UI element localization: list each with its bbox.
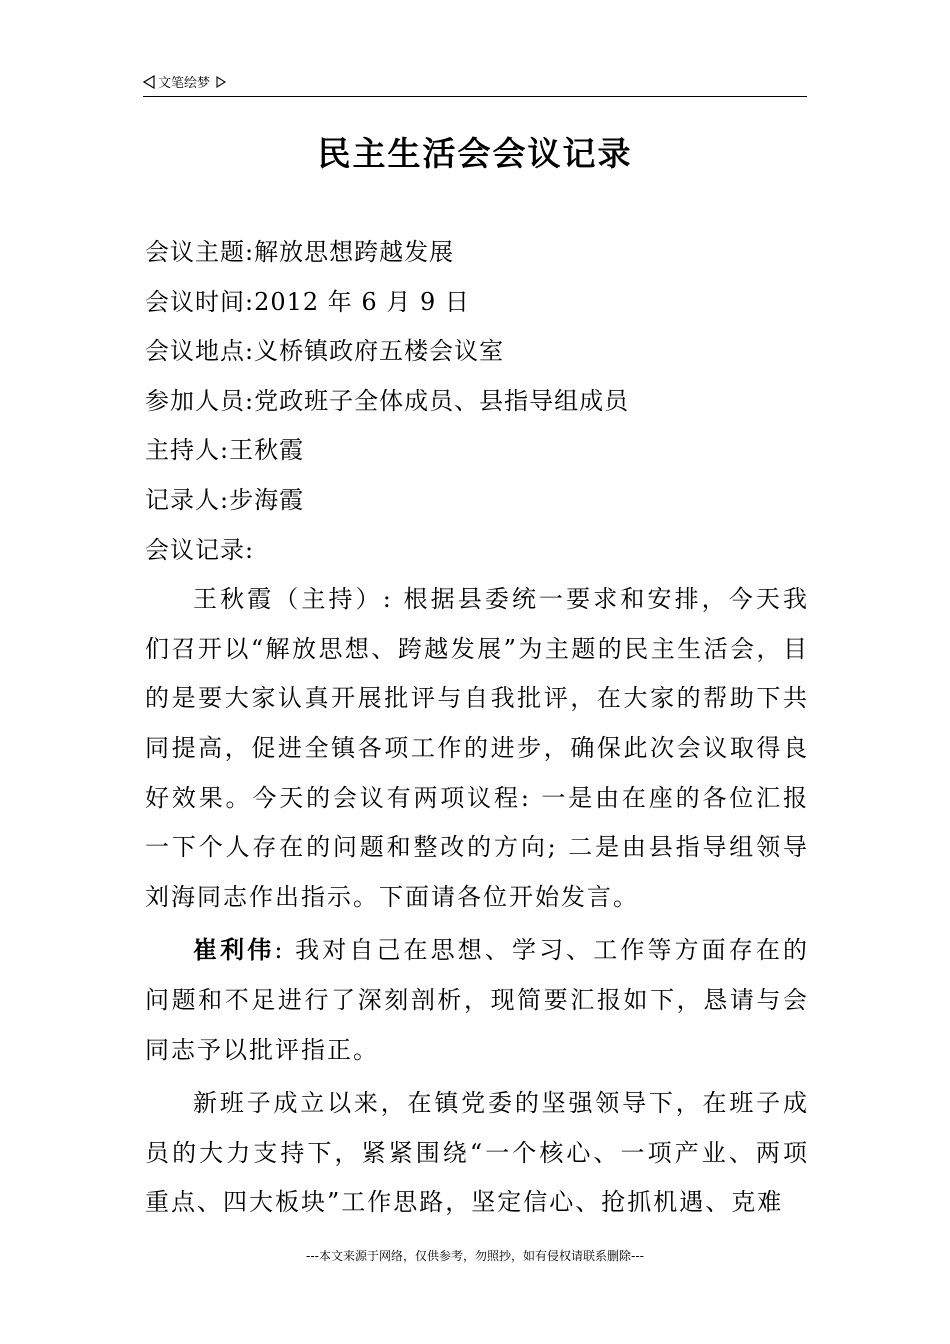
meta-label: 记录人:: [145, 485, 230, 514]
meta-attendees: [145, 377, 809, 427]
meta-label: 主持人:: [145, 436, 230, 465]
right-triangle-icon: [216, 76, 226, 88]
paragraph-speaker-cui: [145, 926, 809, 1075]
paragraph-new-team: [145, 1079, 809, 1228]
paragraph-host-opening: [145, 575, 809, 922]
meta-value: 党政班子全体成员、县指导组成员: [254, 386, 630, 415]
page-header: [143, 72, 807, 97]
meta-minutes: [145, 526, 809, 576]
page-title: 民主生活会会议记录: [317, 134, 633, 173]
meta-value: 解放思想跨越发展: [254, 238, 455, 266]
left-triangle-icon: [143, 75, 155, 89]
meta-value: 2012 年 6 月 9 日: [254, 287, 470, 316]
meta-label: 会议时间:: [145, 287, 255, 316]
meta-location: [145, 327, 809, 377]
meta-label: 参加人员:: [145, 386, 255, 415]
header-brand: 文笔绘梦: [158, 76, 211, 91]
meta-topic: [145, 228, 809, 278]
meta-value: 王秋霞: [229, 436, 305, 465]
meta-recorder: [145, 476, 809, 526]
meta-label: 会议主题:: [145, 238, 255, 266]
paragraph-text: 王秋霞（主持）: 根据县委统一要求和安排，今天我们召开以“解放思想、跨越发展”为主题的民主生活会，目的是要大家认真开展批评与自我批评，在大家的帮助下共同提高，促进全镇各项工作的进步，确保此次会议取得良好效果。今天的会议有两项议程: 一是由在座的各位汇报一下个人存在的问题和整改的方向; 二是由县指导组领导刘海同志作出指示。下面请各位开始发言。: [145, 585, 809, 911]
meta-value: 义桥镇政府五楼会议室: [254, 337, 505, 366]
document-body: [145, 228, 809, 1228]
meta-label: 会议记录:: [145, 535, 255, 564]
meta-host: [145, 426, 809, 476]
paragraph-text: : 我对自己在思想、学习、工作等方面存在的问题和不足进行了深刻剖析，现简要汇报如下，恳请与会同志予以批评指正。: [145, 936, 809, 1064]
meta-label: 会议地点:: [145, 337, 255, 366]
meta-time: [145, 278, 809, 328]
page-footer: ---本文来源于网络，仅供参考，勿照抄，如有侵权请联系删除---: [306, 1249, 644, 1263]
paragraph-text: 新班子成立以来，在镇党委的坚强领导下，在班子成员的大力支持下，紧紧围绕“一个核心、一项产业、两项重点、四大板块”工作思路，坚定信心、抢抓机遇、克难: [145, 1089, 809, 1217]
meta-value: 步海霞: [229, 485, 305, 514]
speaker-name: 崔利伟: [193, 936, 275, 965]
